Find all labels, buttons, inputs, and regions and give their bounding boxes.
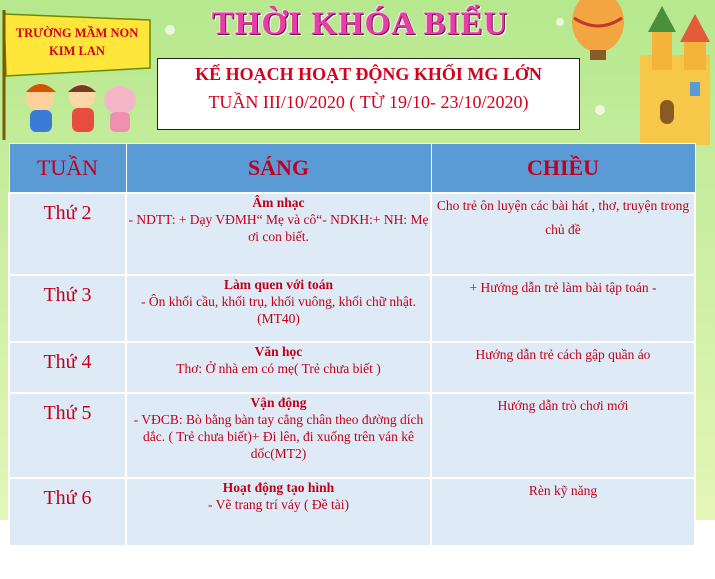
page-title: THỜI KHÓA BIỂU bbox=[211, 6, 509, 42]
plan-title: KẾ HOẠCH HOẠT ĐỘNG KHỐI MG LỚN bbox=[195, 64, 542, 84]
day-cell: Thứ 6 bbox=[9, 478, 126, 546]
day-cell: Thứ 5 bbox=[9, 393, 126, 478]
week-range: TUẦN III/10/2020 ( TỪ 19/10- 23/10/2020) bbox=[208, 92, 529, 112]
morning-detail: - Vẽ trang trí váy ( Đề tài) bbox=[207, 497, 350, 512]
morning-activity: Hoạt động tạo hình bbox=[222, 480, 335, 495]
table-row bbox=[9, 478, 695, 546]
school-name: TRƯỜNG MẦM NON KIM LAN bbox=[15, 26, 139, 58]
morning-activity: Âm nhạc bbox=[252, 195, 305, 210]
table-row bbox=[9, 275, 695, 342]
morning-cell bbox=[126, 342, 431, 393]
morning-activity: Vận động bbox=[250, 395, 307, 410]
morning-cell bbox=[126, 193, 431, 275]
afternoon-cell: Hướng dẫn trẻ cách gập quần áo bbox=[431, 342, 695, 393]
column-header-week: TUẦN bbox=[9, 144, 126, 194]
afternoon-cell: Cho trẻ ôn luyện các bài hát , thơ, truyện trong chủ đề bbox=[431, 193, 695, 275]
morning-cell bbox=[126, 275, 431, 342]
morning-cell bbox=[126, 393, 431, 478]
morning-activity: Văn học bbox=[254, 344, 303, 359]
column-header-morning: SÁNG bbox=[126, 144, 431, 194]
table-row bbox=[9, 193, 695, 275]
morning-detail: - Ôn khối cầu, khối trụ, khối vuông, khối chữ nhật.(MT40) bbox=[140, 294, 417, 326]
day-cell: Thứ 2 bbox=[9, 193, 126, 275]
table-row bbox=[9, 393, 695, 478]
afternoon-cell: + Hướng dẫn trẻ làm bài tập toán - bbox=[431, 275, 695, 342]
table-header-row bbox=[9, 144, 695, 194]
afternoon-cell: Hướng dẫn trò chơi mới bbox=[431, 393, 695, 478]
day-cell: Thứ 4 bbox=[9, 342, 126, 393]
schedule-table bbox=[8, 143, 696, 547]
morning-cell bbox=[126, 478, 431, 546]
column-header-afternoon: CHIỀU bbox=[431, 144, 695, 194]
day-cell: Thứ 3 bbox=[9, 275, 126, 342]
morning-activity: Làm quen với toán bbox=[223, 277, 334, 292]
morning-detail: - NDTT: + Dạy VĐMH“ Mẹ và cô“- NDKH:+ NH: Mẹ ơi con biết. bbox=[128, 212, 429, 244]
plan-box bbox=[157, 58, 580, 130]
cartoon-children-illustration bbox=[26, 83, 136, 132]
morning-detail: - VĐCB: Bò bằng bàn tay cẳng chân theo đường dích dắc. ( Trẻ chưa biết)+ Đi lên, đi xuống trên ván kê dốc(MT2) bbox=[133, 412, 424, 461]
table-row bbox=[9, 342, 695, 393]
afternoon-cell: Rèn kỹ năng bbox=[431, 478, 695, 546]
morning-detail: Thơ: Ở nhà em có mẹ( Trẻ chưa biết ) bbox=[176, 361, 381, 376]
